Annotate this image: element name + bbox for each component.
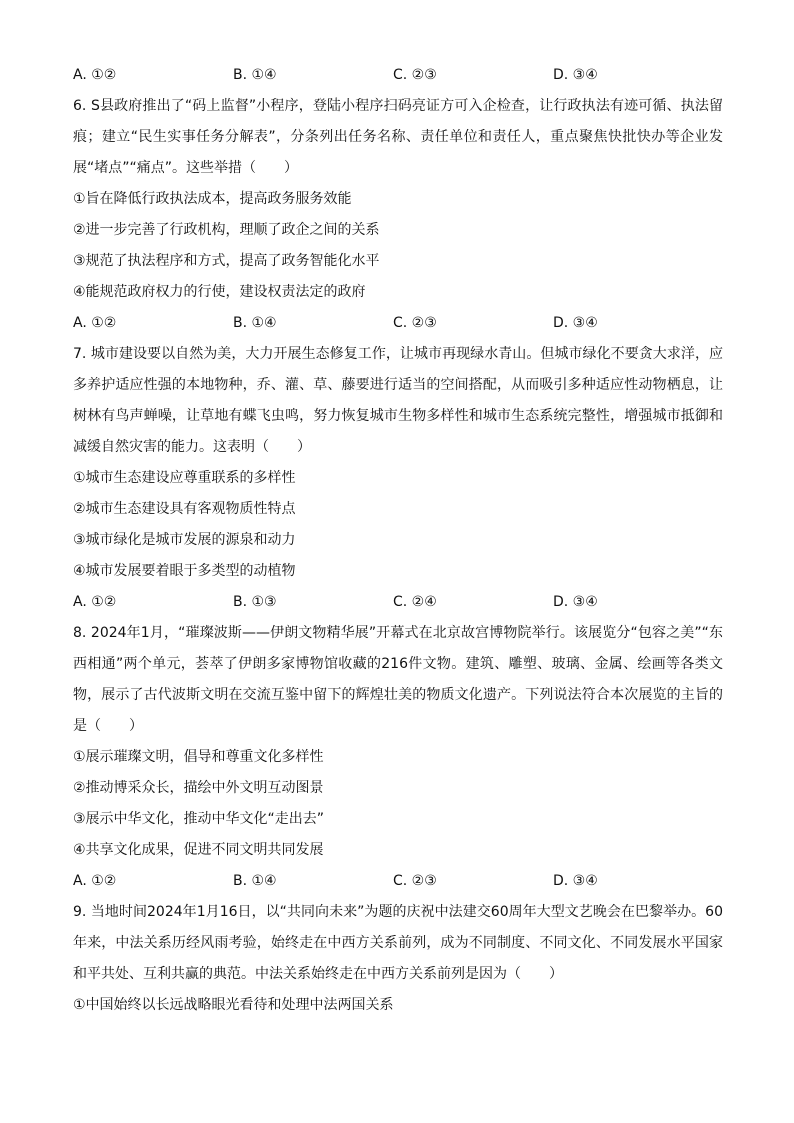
statement-1: ①城市生态建设应尊重联系的多样性 <box>73 470 296 486</box>
question-options <box>73 587 723 618</box>
option-c: C. ②③ <box>393 873 437 889</box>
option-b: B. ①④ <box>233 315 277 331</box>
option-a: A. ①② <box>73 315 117 331</box>
question-stem: 8. 2024年1月，“璀璨波斯——伊朗文物精华展”开幕式在北京故宫博物院举行。该展览分“包容之美”“东西相通”两个单元，荟萃了伊朗多家博物馆收藏的216件文物。建筑、雕塑、玻璃、金属、绘画等各类文物，展示了古代波斯文明在交流互鉴中留下的辉煌壮美的物质文化遗产。下列说法符合本次展览的主旨的是（ ） <box>73 625 723 734</box>
option-a: A. ①② <box>73 594 117 610</box>
question-7 <box>73 339 723 618</box>
option-d: D. ③④ <box>553 315 598 331</box>
question-9 <box>73 897 723 1021</box>
question-6 <box>73 91 723 339</box>
statement-1: ①展示璀璨文明，倡导和尊重文化多样性 <box>73 749 324 765</box>
option-b: B. ①③ <box>233 594 277 610</box>
option-d: D. ③④ <box>553 873 598 889</box>
question-stem: 7. 城市建设要以自然为美，大力开展生态修复工作，让城市再现绿水青山。但城市绿化不要贪大求洋，应多养护适应性强的本地物种，乔、灌、草、藤要进行适当的空间搭配，从而吸引多种适应性动物栖息，让树林有鸟声蝉噪，让草地有蝶飞虫鸣，努力恢复城市生物多样性和城市生态系统完整性，增强城市抵御和减缓自然灾害的能力。这表明（ ） <box>73 346 723 455</box>
prev-question-options <box>73 60 723 91</box>
statement-4: ④共享文化成果，促进不同文明共同发展 <box>73 842 324 858</box>
statement-1: ①旨在降低行政执法成本，提高政务服务效能 <box>73 191 352 207</box>
statement-4: ④城市发展要着眼于多类型的动植物 <box>73 563 296 579</box>
option-d: D. ③④ <box>553 594 598 610</box>
statement-2: ②城市生态建设具有客观物质性特点 <box>73 501 296 517</box>
option-b: B. ①④ <box>233 67 277 83</box>
statement-1: ①中国始终以长远战略眼光看待和处理中法两国关系 <box>73 997 394 1013</box>
statement-4: ④能规范政府权力的行使，建设权责法定的政府 <box>73 284 366 300</box>
option-c: C. ②③ <box>393 315 437 331</box>
option-d: D. ③④ <box>553 67 598 83</box>
statement-2: ②进一步完善了行政机构，理顺了政企之间的关系 <box>73 222 380 238</box>
document-content <box>73 60 723 1021</box>
question-stem: 9. 当地时间2024年1月16日，以“共同向未来”为题的庆祝中法建交60周年大型文艺晚会在巴黎举办。60年来，中法关系历经风雨考验，始终走在中西方关系前列，成为不同制度、不同文化、不同发展水平国家和平共处、互利共赢的典范。中法关系始终走在中西方关系前列是因为（ ） <box>73 904 723 982</box>
question-8 <box>73 618 723 897</box>
option-c: C. ②③ <box>393 67 437 83</box>
statement-3: ③规范了执法程序和方式，提高了政务智能化水平 <box>73 253 380 269</box>
option-b: B. ①④ <box>233 873 277 889</box>
option-a: A. ①② <box>73 67 117 83</box>
statement-2: ②推动博采众长，描绘中外文明互动图景 <box>73 780 324 796</box>
question-options <box>73 866 723 897</box>
statement-3: ③城市绿化是城市发展的源泉和动力 <box>73 532 296 548</box>
option-c: C. ②④ <box>393 594 437 610</box>
statement-3: ③展示中华文化，推动中华文化“走出去” <box>73 811 325 827</box>
question-stem: 6. S县政府推出了“码上监督”小程序，登陆小程序扫码亮证方可入企检查，让行政执法有迹可循、执法留痕；建立“民生实事任务分解表”，分条列出任务名称、责任单位和责任人，重点聚焦快批快办等企业发展“堵点”“痛点”。这些举措（ ） <box>73 98 723 176</box>
option-a: A. ①② <box>73 873 117 889</box>
question-options <box>73 308 723 339</box>
